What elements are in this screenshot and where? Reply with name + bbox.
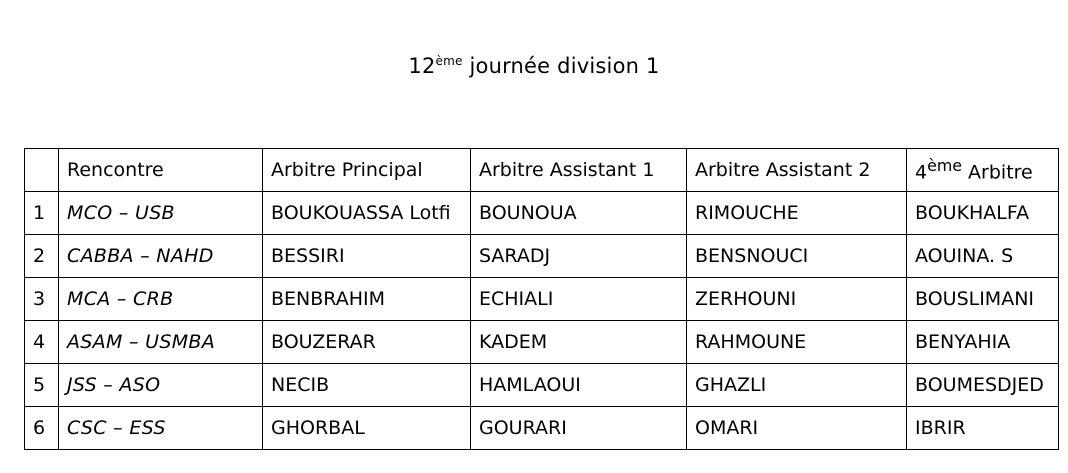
table-row bbox=[25, 321, 1059, 364]
cell-principal: NECIB bbox=[263, 364, 471, 407]
table-header bbox=[25, 149, 1059, 192]
cell-fourth-official: BENYAHIA bbox=[907, 321, 1059, 364]
cell-assistant-2: RIMOUCHE bbox=[687, 192, 907, 235]
cell-assistant-2: RAHMOUNE bbox=[687, 321, 907, 364]
cell-assistant-2: GHAZLI bbox=[687, 364, 907, 407]
column-header-rencontre: Rencontre bbox=[59, 149, 263, 192]
cell-match: MCA – CRB bbox=[59, 278, 263, 321]
table-row bbox=[25, 192, 1059, 235]
cell-assistant-1: GOURARI bbox=[471, 407, 687, 450]
page-title bbox=[0, 54, 1068, 78]
cell-index: 5 bbox=[25, 364, 59, 407]
table-row bbox=[25, 364, 1059, 407]
cell-assistant-1: BOUNOUA bbox=[471, 192, 687, 235]
cell-fourth-official: BOUSLIMANI bbox=[907, 278, 1059, 321]
cell-assistant-1: HAMLAOUI bbox=[471, 364, 687, 407]
cell-fourth-official: BOUKHALFA bbox=[907, 192, 1059, 235]
cell-match: ASAM – USMBA bbox=[59, 321, 263, 364]
table-header-row bbox=[25, 149, 1059, 192]
fixtures-table-container bbox=[24, 148, 1058, 450]
column-header-arbitre-assistant-1: Arbitre Assistant 1 bbox=[471, 149, 687, 192]
table-row bbox=[25, 235, 1059, 278]
cell-principal: BOUZERAR bbox=[263, 321, 471, 364]
cell-index: 1 bbox=[25, 192, 59, 235]
column-header-arbitre-principal: Arbitre Principal bbox=[263, 149, 471, 192]
column-header-fourth-prefix: 4 bbox=[915, 161, 928, 184]
cell-assistant-1: SARADJ bbox=[471, 235, 687, 278]
column-header-quatrieme-arbitre bbox=[907, 149, 1059, 192]
cell-index: 6 bbox=[25, 407, 59, 450]
cell-assistant-2: ZERHOUNI bbox=[687, 278, 907, 321]
cell-match: CABBA – NAHD bbox=[59, 235, 263, 278]
cell-principal: BESSIRI bbox=[263, 235, 471, 278]
cell-index: 2 bbox=[25, 235, 59, 278]
cell-assistant-1: KADEM bbox=[471, 321, 687, 364]
cell-match: CSC – ESS bbox=[59, 407, 263, 450]
page-title-suffix: journée division 1 bbox=[462, 54, 660, 78]
page-title-prefix: 12 bbox=[408, 54, 436, 78]
cell-assistant-2: BENSNOUCI bbox=[687, 235, 907, 278]
table-row bbox=[25, 407, 1059, 450]
fixtures-table bbox=[24, 148, 1059, 450]
column-header-index bbox=[25, 149, 59, 192]
cell-index: 4 bbox=[25, 321, 59, 364]
cell-principal: BENBRAHIM bbox=[263, 278, 471, 321]
column-header-fourth-ordinal-suffix: ème bbox=[927, 156, 962, 176]
table-body bbox=[25, 192, 1059, 450]
column-header-arbitre-assistant-2: Arbitre Assistant 2 bbox=[687, 149, 907, 192]
cell-fourth-official: IBRIR bbox=[907, 407, 1059, 450]
cell-assistant-2: OMARI bbox=[687, 407, 907, 450]
cell-fourth-official: BOUMESDJED bbox=[907, 364, 1059, 407]
table-row bbox=[25, 278, 1059, 321]
cell-principal: BOUKOUASSA Lotfi bbox=[263, 192, 471, 235]
cell-index: 3 bbox=[25, 278, 59, 321]
column-header-fourth-suffix: Arbitre bbox=[962, 161, 1033, 184]
cell-match: MCO – USB bbox=[59, 192, 263, 235]
cell-principal: GHORBAL bbox=[263, 407, 471, 450]
cell-assistant-1: ECHIALI bbox=[471, 278, 687, 321]
cell-fourth-official: AOUINA. S bbox=[907, 235, 1059, 278]
page-title-ordinal-suffix: ème bbox=[435, 54, 463, 68]
cell-match: JSS – ASO bbox=[59, 364, 263, 407]
